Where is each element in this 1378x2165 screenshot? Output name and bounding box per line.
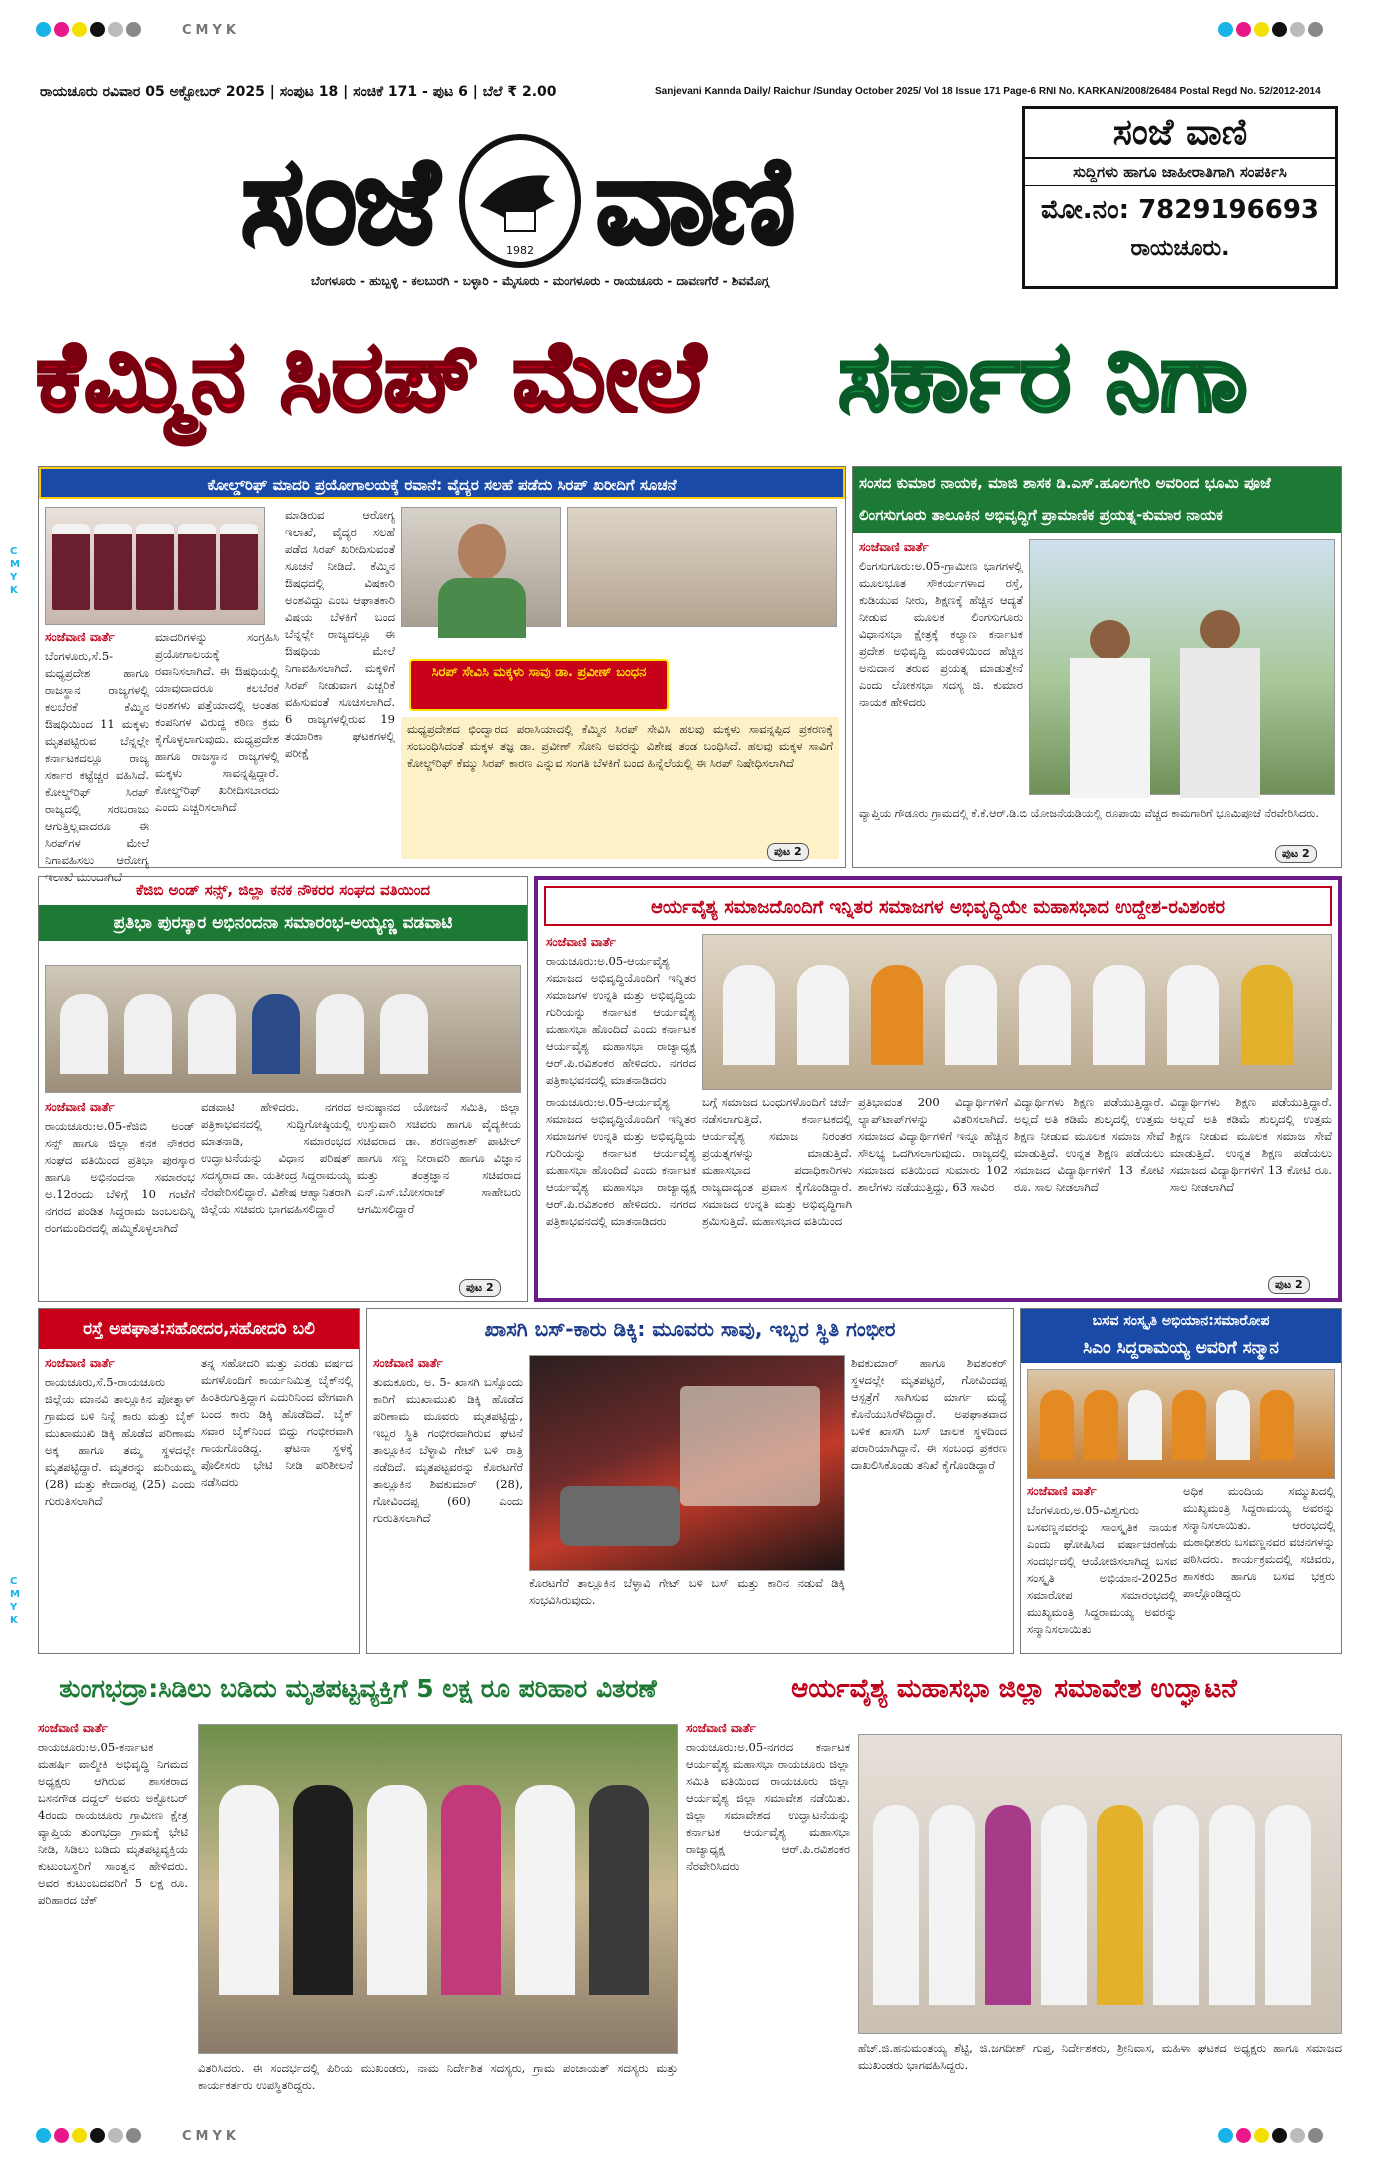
mp-byline: ಸಂಜೆವಾಣಿ ವಾರ್ತೆ (859, 540, 929, 554)
accident-headline: ರಸ್ತೆ ಅಪಘಾತ:ಸಹೋದರ,ಸಹೋದರಿ ಬಲಿ (39, 1309, 359, 1349)
cm-felicitation-photo (1027, 1369, 1335, 1479)
cm-col2: ಅಧಿಕ ಮಂದಿಯ ಸಮ್ಮುಖದಲ್ಲಿ ಮುಖ್ಯಮಂತ್ರಿ ಸಿದ್ದರಾಮಯ್ಯ ಅವರನ್ನು ಸನ್ಮಾನಿಸಲಾಯಿತು. ಆರಂಭದಲ್ಲಿ ಮಠಾಧೀಶರು ಬಸವಣ್ಣನವರ ವಚನಗಳನ್ನು ಪಠಿಸಿದರು. ಕಾರ್ಯಕ್ರಮದಲ್ಲಿ ಸಚಿವರು, ಶಾಸಕರು ಹಾಗೂ ಬಸವ ಭಕ್ತರು ಪಾಲ್ಗೊಂಡಿದ್ದರು (1183, 1484, 1335, 1600)
logo-word-left: ಸಂಜೆ (240, 130, 435, 271)
award-col3: ಅನುಷ್ಠಾನದ ಯೋಜನೆ ಸಮಿತಿ, ಜಿಲ್ಲಾ ಉಸ್ತುವಾರಿ ಸಚಿವರು ಹಾಗೂ ವೈದ್ಯಕೀಯ ಸಚಿವರಾದ ಡಾ. ಶರಣಪ್ರಕಾಶ್ ಪಾಟೀಲ್ ಹಾಗೂ ಸಣ್ಣ ನೀರಾವರಿ ಹಾಗೂ ವಿಜ್ಞಾನ ಮತ್ತು ತಂತ್ರಜ್ಞಾನ ಸಚಿವರಾದ ಎನ್.ಎಸ್.ಬೋಸರಾಜ್ ಸಾಹೇಬರು ಆಗಮಿಸಲಿದ್ದಾರೆ (357, 1100, 521, 1216)
press-meet-photo (45, 965, 521, 1093)
registration-line: Sanjevani Kannda Daily/ Raichur /Sunday October 2025/ Vol 18 Issue 171 Page-6 RNI No. KARKAN/2008/26484 Postal Regd No. 52/2012-2014 (655, 86, 1321, 97)
mahasabha-headline: ಆರ್ಯವೈಶ್ಯ ಮಹಾಸಭಾ ಜಿಲ್ಲಾ ಸಮಾವೇಶ ಉದ್ಘಾಟನೆ (791, 1674, 1237, 1704)
ad-phone: ಮೋ.ನಂ: 7829196693 (1040, 195, 1320, 225)
bus-col2: ಶಿವಕುಮಾರ್ ಹಾಗೂ ಶಿವಶಂಕರ್ ಸ್ಥಳದಲ್ಲೇ ಮೃತಪಟ್ಟರೆ, ಗೋವಿಂದಪ್ಪ ಆಸ್ಪತ್ರೆಗೆ ಸಾಗಿಸುವ ಮಾರ್ಗ ಮಧ್ಯೆ ಕೊನೆಯುಸಿರೆಳೆದಿದ್ದಾರೆ. ಅಪಘಾತವಾದ ಬಳಿಕ ಖಾಸಗಿ ಬಸ್ ಚಾಲಕ ಸ್ಥಳದಿಂದ ಪರಾರಿಯಾಗಿದ್ದಾನೆ. ಈ ಸಂಬಂಧ ಪ್ರಕರಣ ದಾಖಲಿಸಿಕೊಂಡು ತನಿಖೆ ಕೈಗೊಂಡಿದ್ದಾರೆ (851, 1356, 1007, 1472)
cm-headline-1: ಬಸವ ಸಂಸ್ಕೃತಿ ಅಭಿಯಾನ:ಸಮಾರೋಪ (1021, 1309, 1341, 1333)
arya-col1: ಸಂಜೆವಾಣಿ ವಾರ್ತೆ ರಾಯಚೂರು:ಅ.05-ಆರ್ಯವೈಶ್ಯ ಸಮಾಜದ ಅಭಿವೃದ್ಧಿಯೊಂದಿಗೆ ಇನ್ನಿತರ ಸಮಾಜಗಳ ಉನ್ನತಿ ಮತ್ತು ಅಭಿವೃದ್ಧಿಯ ಗುರಿಯನ್ನು ಕರ್ನಾಟಕ ಆರ್ಯವೈಶ್ಯ ಮಹಾಸಭಾ ಹೊಂದಿದೆ ಎಂದು ಕರ್ನಾಟಕ ಆರ್ಯವೈಶ್ಯ ಮಹಾಸಭಾ ರಾಜ್ಯಾಧ್ಯಕ್ಷ ಆರ್.ಪಿ.ರವಿಶಂಕರ ಹೇಳಿದರು. ನಗರದ ಪತ್ರಿಕಾಭವನದಲ್ಲಿ ಮಾತನಾಡಿದರು (546, 935, 696, 1087)
cmyk-mark-top-left: CMYK (182, 23, 240, 38)
bus-headline: ಖಾಸಗಿ ಬಸ್-ಕಾರು ಡಿಕ್ಕಿ: ಮೂವರು ಸಾವು, ಇಬ್ಬರ ಸ್ಥಿತಿ ಗಂಭೀರ (484, 1317, 896, 1341)
award-col2: ವಡವಾಟಿ ಹೇಳಿದರು. ನಗರದ ಪತ್ರಿಕಾಭವನದಲ್ಲಿ ಸುದ್ದಿಗೋಷ್ಠಿಯಲ್ಲಿ ಮಾತನಾಡಿ, ಸಮಾರಂಭದ ಉದ್ಘಾಟನೆಯನ್ನು ವಿಧಾನ ಪರಿಷತ್ ಸದಸ್ಯರಾದ ಡಾ. ಯತೀಂದ್ರ ಸಿದ್ದರಾಮಯ್ಯ ನೆರವೇರಿಸಲಿದ್ದಾರೆ. ವಿಶೇಷ ಆಹ್ವಾನಿತರಾಗಿ ಜಿಲ್ಲೆಯ ಸಚಿವರು ಭಾಗವಹಿಸಲಿದ್ದಾರೆ (201, 1100, 351, 1216)
tunga-caption: ವಿತರಿಸಿದರು. ಈ ಸಂದರ್ಭದಲ್ಲಿ ಪಿರಿಯ ಮುಖಂಡರು, ನಾಮ ನಿರ್ದೇಶಿತ ಸದಸ್ಯರು, ಗ್ರಾಮ ಪಂಚಾಯತ್ ಸದಸ್ಯರು ಮತ್ತು ಕಾರ್ಯಕರ್ತರು ಉಪಸ್ಥಿತರಿದ್ದರು. (198, 2061, 678, 2092)
arya-col1b: ರಾಯಚೂರು:ಅ.05-ಆರ್ಯವೈಶ್ಯ ಸಮಾಜದ ಅಭಿವೃದ್ಧಿಯೊಂದಿಗೆ ಇನ್ನಿತರ ಸಮಾಜಗಳ ಉನ್ನತಿ ಮತ್ತು ಅಭಿವೃದ್ಧಿಯ ಗುರಿಯನ್ನು ಕರ್ನಾಟಕ ಆರ್ಯವೈಶ್ಯ ಮಹಾಸಭಾ ಹೊಂದಿದೆ ಎಂದು ಕರ್ನಾಟಕ ಆರ್ಯವೈಶ್ಯ ಮಹಾಸಭಾ ರಾಜ್ಯಾಧ್ಯಕ್ಷ ಆರ್.ಪಿ.ರವಿಶಂಕರ ಹೇಳಿದರು. ನಗರದ ಪತ್ರಿಕಾಭವನದಲ್ಲಿ ಮಾತನಾಡಿದರು (546, 1095, 696, 1228)
mp-headline-1: ಸಂಸದ ಕುಮಾರ ನಾಯಕ, ಮಾಜಿ ಶಾಸಕ ಡಿ.ಎಸ್.ಹೂಲಗೇರಿ ಅವರಿಂದ ಭೂಮಿ ಪೂಜೆ (859, 474, 1271, 492)
tunga-col1: ಸಂಜೆವಾಣಿ ವಾರ್ತೆ ರಾಯಚೂರು:ಅ.05-ಕರ್ನಾಟಕ ಮಹರ್ಷಿ ವಾಲ್ಮೀಕಿ ಅಭಿವೃದ್ಧಿ ನಿಗಮದ ಅಧ್ಯಕ್ಷರು ಆಗಿರುವ ಶಾಸಕರಾದ ಬಸನಗೌಡ ದದ್ದಲ್ ಅವರು ಅಕ್ಟೋಬರ್ 4ರಂದು ರಾಯಚೂರು ಗ್ರಾಮೀಣ ಕ್ಷೇತ್ರ ವ್ಯಾಪ್ತಿಯ ತುಂಗಭದ್ರಾ ಗ್ರಾಮಕ್ಕೆ ಭೇಟಿ ನೀಡಿ, ಸಿಡಿಲು ಬಡಿದು ಮೃತಪಟ್ಟವ್ಯಕ್ತಿಯ ಕುಟುಂಬಸ್ಥರಿಗೆ ಸಾಂತ್ವನ ಹೇಳಿದರು. ಅವರ ಕುಟುಂಬದವರಿಗೆ 5 ಲಕ್ಷ ರೂ. ಪರಿಹಾರದ ಚೆಕ್ (38, 1721, 188, 1907)
mahasabha-byline: ಸಂಜೆವಾಣಿ ವಾರ್ತೆ (686, 1721, 756, 1735)
banner-headline (28, 302, 1350, 452)
arya-col4: ವಿದ್ಯಾರ್ಥಿಗಳು ಶಿಕ್ಷಣ ಪಡೆಯುತ್ತಿದ್ದಾರೆ. ಅಲ್ಲದೆ ಅತಿ ಕಡಿಮೆ ಶುಲ್ಕದಲ್ಲಿ ಉತ್ತಮ ಶಿಕ್ಷಣ ನೀಡುವ ಮೂಲಕ ಸಮಾಜ ಸೇವೆ ಮಾಡುತ್ತಿದೆ. ಉನ್ನತ ಶಿಕ್ಷಣ ಪಡೆಯಲು ಸಮಾಜದ ವಿದ್ಯಾರ್ಥಿಗಳಿಗೆ 13 ಕೋಟಿ ರೂ. ಸಾಲ ನೀಡಲಾಗಿದೆ (1014, 1095, 1164, 1194)
bus-caption: ಕೊರಟಗೆರೆ ತಾಲ್ಲೂಕಿನ ಬೆಳ್ಳಾವಿ ಗೇಟ್ ಬಳಿ ಬಸ್ ಮತ್ತು ಕಾರಿನ ನಡುವೆ ಡಿಕ್ಕಿ ಸಂಭವಿಸಿರುವುದು. (529, 1576, 845, 1607)
story-tunga (38, 1664, 678, 2114)
syrup-caption-badge: ಸಿರಪ್ ಸೇವಿಸಿ ಮಕ್ಕಳು ಸಾವು ಡಾ. ಪ್ರವೀಣ್ ಬಂಧನ (409, 659, 669, 711)
arya-press-photo (702, 934, 1332, 1090)
arya-continued: ಪುಟ 2 (1268, 1276, 1310, 1294)
ad-city: ರಾಯಚೂರು. (1130, 236, 1230, 261)
arya-headline: ಆರ್ಯವೈಶ್ಯ ಸಮಾಜದೊಂದಿಗೆ ಇನ್ನಿತರ ಸಮಾಜಗಳ ಅಭಿವೃದ್ಧಿಯೇ ಮಹಾಸಭಾದ ಉದ್ದೇಶ-ರವಿಶಂಕರ (544, 886, 1332, 926)
dateline: ರಾಯಚೂರು ರವಿವಾರ 05 ಅಕ್ಟೋಬರ್ 2025 | ಸಂಪುಟ 18 | ಸಂಚಿಕೆ 171 - ಪುಟ 6 | ಬೆಲೆ ₹ 2.00 (40, 84, 557, 100)
arya-col2: ಬಗ್ಗೆ ಸಮಾಜದ ಬಂಧುಗಳೊಂದಿಗೆ ಚರ್ಚೆ ನಡೆಸಲಾಗುತ್ತಿದೆ. ಕರ್ನಾಟಕದಲ್ಲಿ ಆರ್ಯವೈಶ್ಯ ಸಮಾಜ ನಿರಂತರ ಪ್ರಯತ್ನಗಳನ್ನು ಮಾಡುತ್ತಿದೆ. ಮಹಾಸಭಾದ ಪದಾಧಿಕಾರಿಗಳು ರಾಜ್ಯದಾದ್ಯಂತ ಪ್ರವಾಸ ಕೈಗೊಂಡಿದ್ದಾರೆ. ಸಮಾಜದ ಉನ್ನತಿ ಮತ್ತು ಅಭಿವೃದ್ಧಿಗಾಗಿ ಶ್ರಮಿಸುತ್ತಿದೆ. ಮಹಾಸಭಾದ ವತಿಯಿಂದ (702, 1095, 852, 1228)
contact-ad-box (1022, 106, 1338, 289)
syrup-byline: ಸಂಜೆವಾಣಿ ವಾರ್ತೆ (45, 630, 115, 644)
masthead-logo (75, 126, 995, 276)
mp-caption: ವ್ಯಾಪ್ತಿಯ ಗೌಡೂರು ಗ್ರಾಮದಲ್ಲಿ ಕೆ.ಕೆ.ಆರ್.ಡಿ.ಬಿ ಯೋಜನೆಯಡಿಯಲ್ಲಿ ರೂಪಾಯಿ ವೆಚ್ಚದ ಕಾಮಗಾರಿಗೆ ಭೂಮಿಪೂಜೆ ನೆರವೇರಿಸಿದರು. (859, 807, 1319, 820)
accident-col2: ತನ್ನ ಸಹೋದರಿ ಮತ್ತು ಎರಡು ವರ್ಷದ ಮಗಳೊಂದಿಗೆ ಕಾರ್ಯನಿಮಿತ್ತ ಬೈಕ್‌ನಲ್ಲಿ ಹಿಂತಿರುಗುತ್ತಿದ್ದಾಗ ಎದುರಿನಿಂದ ವೇಗವಾಗಿ ಬಂದ ಕಾರು ಡಿಕ್ಕಿ ಹೊಡೆದಿದೆ. ಬೈಕ್ ಸವಾರ ಬೈಕ್‌ನಿಂದ ಬಿದ್ದು ಗಂಭೀರವಾಗಿ ಗಾಯಗೊಂಡಿದ್ದ. ಘಟನಾ ಸ್ಥಳಕ್ಕೆ ಪೊಲೀಸರು ಭೇಟಿ ನೀಡಿ ಪರಿಶೀಲನೆ ನಡೆಸಿದರು (201, 1356, 353, 1489)
doctor-photo (401, 507, 561, 627)
story-syrup (38, 466, 846, 884)
logo-word-right: ವಾಣಿ (595, 130, 792, 271)
mp-continued: ಪುಟ 2 (1275, 845, 1317, 863)
story-arya (534, 876, 1342, 1302)
award-headline-2: ಪ್ರತಿಭಾ ಪುರಸ್ಕಾರ ಅಭಿನಂದನಾ ಸಮಾರಂಭ-ಅಯ್ಯಣ್ಣ ವಡವಾಟಿ (39, 905, 527, 941)
mahasabha-col1: ಸಂಜೆವಾಣಿ ವಾರ್ತೆ ರಾಯಚೂರು:ಅ.05-ನಗರದ ಕರ್ನಾಟಕ ಆರ್ಯವೈಶ್ಯ ಮಹಾಸಭಾ ರಾಯಚೂರು ಜಿಲ್ಲಾ ಸಮಿತಿ ವತಿಯಿಂದ ರಾಯಚೂರು ಜಿಲ್ಲಾ ಆರ್ಯವೈಶ್ಯ ಜಿಲ್ಲಾ ಸಮಾವೇಶ ನಡೆಯಿತು. ಜಿಲ್ಲಾ ಸಮಾವೇಶದ ಉದ್ಘಾಟನೆಯನ್ನು ಕರ್ನಾಟಕ ಆರ್ಯವೈಶ್ಯ ಮಹಾಸಭಾ ರಾಜ್ಯಾಧ್ಯಕ್ಷ ಆರ್.ಪಿ.ರವಿಶಂಕರ ನೆರವೇರಿಸಿದರು (686, 1721, 850, 1873)
award-col1: ಸಂಜೆವಾಣಿ ವಾರ್ತೆ ರಾಯಚೂರು:ಅ.05-ಕೆಜಿಬಿ ಅಂಡ್ ಸನ್ಸ್ ಹಾಗೂ ಜಿಲ್ಲಾ ಕನಕ ನೌಕರರ ಸಂಘದ ವತಿಯಿಂದ ಪ್ರತಿಭಾ ಪುರಸ್ಕಾರ ಹಾಗೂ ಅಭಿನಂದನಾ ಸಮಾರಂಭ ಅ.12ರಂದು ಬೆಳಿಗ್ಗೆ 10 ಗಂಟೆಗೆ ನಗರದ ಪಂಡಿತ ಸಿದ್ದರಾಮ ಜಂಬಲದಿನ್ನಿ ರಂಗಮಂದಿರದಲ್ಲಿ ಹಮ್ಮಿಕೊಳ್ಳಲಾಗಿದೆ (45, 1100, 195, 1235)
story-mahasabha (686, 1664, 1342, 2114)
registration-dots-bottom-left (36, 2128, 141, 2143)
syrup-col2: ಮಾದರಿಗಳನ್ನು ಸಂಗ್ರಹಿಸಿ ಪ್ರಯೋಗಾಲಯಕ್ಕೆ ರವಾನಿಸಲಾಗಿದೆ. ಈ ಔಷಧಿಯಲ್ಲಿ ಯಾವುದಾದರೂ ಕಲಬೆರಕೆ ಅಂಶಗಳು ಪತ್ತೆಯಾದಲ್ಲಿ ಅಂತಹ ಕಂಪನಿಗಳ ವಿರುದ್ಧ ಕಠಿಣ ಕ್ರಮ ಕೈಗೊಳ್ಳಲಾಗುವುದು. ಮಧ್ಯಪ್ರದೇಶ ಹಾಗೂ ರಾಜಸ್ಥಾನ ರಾಜ್ಯಗಳಲ್ಲಿ ಮಕ್ಕಳು ಸಾವನ್ನಪ್ಪಿದ್ದಾರೆ. ಕೋಲ್ಡ್‌ರಿಫ್ ಖರೀದಿಸಬಾರದು ಎಂದು ಎಚ್ಚರಿಸಲಾಗಿದೆ (155, 630, 279, 814)
syrup-col3: ಮಾಡಿರುವ ಆರೋಗ್ಯ ಇಲಾಖೆ, ವೈದ್ಯರ ಸಲಹೆ ಪಡೆದ ಸಿರಪ್ ಖರೀದಿಸುವಂತೆ ಸೂಚನೆ ನೀಡಿದೆ. ಕೆಮ್ಮಿನ ಔಷಧದಲ್ಲಿ ವಿಷಕಾರಿ ಅಂಶವಿದ್ದು ಎಂಬ ಆಘಾತಕಾರಿ ವಿಷಯ ಬೆಳಕಿಗೆ ಬಂದ ಬೆನ್ನಲ್ಲೇ ರಾಜ್ಯದಲ್ಲೂ ಈ ಔಷಧಿಯ ಮೇಲೆ ನಿಗಾವಹಿಸಲಾಗಿದೆ. ಮಕ್ಕಳಿಗೆ ಸಿರಪ್ ನೀಡುವಾಗ ಎಚ್ಚರಿಕೆ ವಹಿಸುವಂತೆ ಸೂಚಿಸಲಾಗಿದೆ. 6 ರಾಜ್ಯಗಳಲ್ಲಿರುವ 19 ತಯಾರಿಕಾ ಘಟಕಗಳಲ್ಲಿ ಪರೀಕ್ಷೆ (285, 508, 395, 760)
syrup-col1: ಸಂಜೆವಾಣಿ ವಾರ್ತೆ ಬೆಂಗಳೂರು,ಸೆ.5-ಮಧ್ಯಪ್ರದೇಶ ಹಾಗೂ ರಾಜಸ್ಥಾನ ರಾಜ್ಯಗಳಲ್ಲಿ ಕಲಬೆರಕೆ ಕೆಮ್ಮಿನ ಔಷಧಿಯಿಂದ 11 ಮಕ್ಕಳು ಮೃತಪಟ್ಟಿರುವ ಬೆನ್ನಲ್ಲೇ ಕರ್ನಾಟಕದಲ್ಲೂ ರಾಜ್ಯ ಸರ್ಕಾರ ಕಟ್ಟೆಚ್ಚರ ವಹಿಸಿದೆ. ಕೋಲ್ಡ್‌ರಿಫ್ ಸಿರಪ್ ರಾಜ್ಯದಲ್ಲಿ ಸರಬರಾಜು ಆಗುತ್ತಿಲ್ಲವಾದರೂ ಈ ಸಿರಪ್‌ಗಳ ಮೇಲೆ ನಿಗಾವಹಿಸಲು ಆರೋಗ್ಯ ಇಲಾಖೆ ಮುಂದಾಗಿದೆ (45, 630, 149, 884)
cm-byline: ಸಂಜೆವಾಣಿ ವಾರ್ತೆ (1027, 1484, 1097, 1498)
logo-year: 1982 (506, 244, 534, 257)
banner-part1: ಕೆಮ್ಮಿನ ಸಿರಪ್ ಮೇಲೆ (36, 320, 705, 434)
banner-part2: ಸರ್ಕಾರ ನಿಗಾ (838, 320, 1248, 434)
award-headline-1: ಕೆಜಿಬಿ ಅಂಡ್ ಸನ್ಸ್, ಜಿಲ್ಲಾ ಕನಕ ನೌಕರರ ಸಂಘದ ವತಿಯಿಂದ (135, 881, 431, 899)
award-byline: ಸಂಜೆವಾಣಿ ವಾರ್ತೆ (45, 1100, 115, 1114)
cm-col1: ಸಂಜೆವಾಣಿ ವಾರ್ತೆ ಬೆಂಗಳೂರು,ಅ.05-ವಿಶ್ವಗುರು ಬಸವಣ್ಣನವರನ್ನು ಸಾಂಸ್ಕೃತಿಕ ನಾಯಕ ಎಂದು ಘೋಷಿಸಿದ ವರ್ಷಾಚರಣೆಯ ಸಂದರ್ಭದಲ್ಲಿ ಆಯೋಜಿಸಲಾಗಿದ್ದ ಬಸವ ಸಂಸ್ಕೃತಿ ಅಭಿಯಾನ-2025ರ ಸಮಾರೋಪ ಸಮಾರಂಭದಲ್ಲಿ ಮುಖ್ಯಮಂತ್ರಿ ಸಿದ್ದರಾಮಯ್ಯ ಅವರನ್ನು ಸನ್ಮಾನಿಸಲಾಯಿತು (1027, 1484, 1177, 1636)
arya-col5: ವಿದ್ಯಾರ್ಥಿಗಳು ಶಿಕ್ಷಣ ಪಡೆಯುತ್ತಿದ್ದಾರೆ. ಅಲ್ಲದೆ ಅತಿ ಕಡಿಮೆ ಶುಲ್ಕದಲ್ಲಿ ಉತ್ತಮ ಶಿಕ್ಷಣ ನೀಡುವ ಮೂಲಕ ಸಮಾಜ ಸೇವೆ ಮಾಡುತ್ತಿದೆ. ಉನ್ನತ ಶಿಕ್ಷಣ ಪಡೆಯಲು ಸಮಾಜದ ವಿದ್ಯಾರ್ಥಿಗಳಿಗೆ 13 ಕೋಟಿ ರೂ. ಸಾಲ ನೀಡಲಾಗಿದೆ (1170, 1095, 1332, 1194)
bus-accident-photo (529, 1355, 845, 1571)
story-mp (852, 466, 1342, 868)
ad-logo: ಸಂಜೆ ವಾಣಿ (1025, 109, 1335, 159)
side-cmyk-mark-upper: CMYK (10, 546, 20, 596)
story-bus (366, 1308, 1014, 1654)
cm-headline-2: ಸಿಎಂ ಸಿದ್ದರಾಮಯ್ಯ ಅವರಿಗೆ ಸನ್ಮಾನ (1021, 1333, 1341, 1363)
compensation-photo (198, 1724, 678, 2054)
story-accident (38, 1308, 360, 1654)
city-editions: ಬೆಂಗಳೂರು - ಹುಬ್ಬಳ್ಳಿ - ಕಲಬುರಗಿ - ಬಳ್ಳಾರಿ - ಮೈಸೂರು - ಮಂಗಳೂರು - ರಾಯಚೂರು - ದಾವಣಗೆರೆ - ಶಿವಮೊಗ್ಗ (310, 274, 770, 288)
registration-dots-top-right (1218, 22, 1323, 37)
story-award (38, 876, 528, 1302)
registration-dots-top-left (36, 22, 141, 37)
mahasabha-photo (858, 1734, 1342, 2034)
cmyk-mark-bottom-left: CMYK (182, 2129, 240, 2144)
tunga-headline: ತುಂಗಭದ್ರಾ:ಸಿಡಿಲು ಬಡಿದು ಮೃತಪಟ್ಟವ್ಯಕ್ತಿಗೆ 5 ಲಕ್ಷ ರೂ ಪರಿಹಾರ ವಿತರಣೆ (59, 1674, 657, 1703)
pharmacy-photo (567, 507, 837, 627)
arya-byline: ಸಂಜೆವಾಣಿ ವಾರ್ತೆ (546, 935, 616, 949)
bus-col1: ಸಂಜೆವಾಣಿ ವಾರ್ತೆ ತುಮಕೂರು, ಅ. 5- ಖಾಸಗಿ ಬಸ್ಸೊಂದು ಕಾರಿಗೆ ಮುಖಾಮುಖಿ ಡಿಕ್ಕಿ ಹೊಡೆದ ಪರಿಣಾಮ ಮೂವರು ಮೃತಪಟ್ಟಿದ್ದು, ಇಬ್ಬರ ಸ್ಥಿತಿ ಗಂಭೀರವಾಗಿರುವ ಘಟನೆ ತಾಲ್ಲೂಕಿನ ಬೆಳ್ಳಾವಿ ಗೇಟ್ ಬಳಿ ರಾತ್ರಿ ನಡೆದಿದೆ. ಮೃತಪಟ್ಟವರನ್ನು ಕೊರಟಗೆರೆ ತಾಲ್ಲೂಕಿನ ಶಿವಕುಮಾರ್ (28), ಗೋವಿಂದಪ್ಪ (60) ಎಂದು ಗುರುತಿಸಲಾಗಿದೆ (373, 1356, 523, 1525)
registration-dots-bottom-right (1218, 2128, 1323, 2143)
bus-byline: ಸಂಜೆವಾಣಿ ವಾರ್ತೆ (373, 1356, 443, 1370)
mp-col1: ಸಂಜೆವಾಣಿ ವಾರ್ತೆ ಲಿಂಗಸುಗೂರು:ಅ.05-ಗ್ರಾಮೀಣ ಭಾಗಗಳಲ್ಲಿ ಮೂಲಭೂತ ಸೌಕರ್ಯಗಳಾದ ರಸ್ತೆ, ಕುಡಿಯುವ ನೀರು, ಶಿಕ್ಷಣಕ್ಕೆ ಹೆಚ್ಚಿನ ಆದ್ಯತೆ ನೀಡುವ ಮೂಲಕ ಲಿಂಗಸುಗೂರು ವಿಧಾನಸಭಾ ಕ್ಷೇತ್ರಕ್ಕೆ ಕಲ್ಯಾಣ ಕರ್ನಾಟಕ ಪ್ರದೇಶ ಅಭಿವೃದ್ಧಿ ಮಂಡಳಿಯಿಂದ ಹೆಚ್ಚಿನ ಅನುದಾನ ತರುವ ಪ್ರಯತ್ನ ಮಾಡುತ್ತೇನೆ ಎಂದು ಲೋಕಸಭಾ ಸದಸ್ಯ ಜಿ. ಕುಮಾರ ನಾಯಕ ಹೇಳಿದರು (859, 540, 1023, 709)
syrup-sidebar: ಮಧ್ಯಪ್ರದೇಶದ ಛಿಂದ್ವಾರದ ಪರಾಸಿಯಾದಲ್ಲಿ ಕೆಮ್ಮಿನ ಸಿರಪ್ ಸೇವಿಸಿ ಹಲವು ಮಕ್ಕಳು ಸಾವನ್ನಪ್ಪಿದ ಪ್ರಕರಣಕ್ಕೆ ಸಂಬಂಧಿಸಿದಂತೆ ಮಕ್ಕಳ ತಜ್ಞ ಡಾ. ಪ್ರವೀಣ್ ಸೋನಿ ಅವರನ್ನು ವಿಶೇಷ ತಂಡ ಬಂಧಿಸಿದೆ. ಹಲವು ಮಕ್ಕಳ ಸಾವಿಗೆ ಕೋಲ್ಡ್‌ರಿಫ್ ಕೆಮ್ಮು ಸಿರಪ್ ಕಾರಣ ಎನ್ನುವ ಸಂಗತಿ ಬೆಳಕಿಗೆ ಬಂದ ಹಿನ್ನೆಲೆಯಲ್ಲಿ ಈ ಸಿರಪ್ ನಿಷೇಧಿಸಲಾಗಿದೆ (401, 717, 839, 859)
tunga-byline: ಸಂಜೆವಾಣಿ ವಾರ್ತೆ (38, 1721, 108, 1735)
arya-col3: ಪ್ರತಿಭಾವಂತ 200 ವಿದ್ಯಾರ್ಥಿಗಳಿಗೆ ಲ್ಯಾಪ್‌ಟಾಪ್‌ಗಳನ್ನು ವಿತರಿಸಲಾಗಿದೆ. ಸಮಾಜದ ವಿದ್ಯಾರ್ಥಿಗಳಿಗೆ ಇನ್ನೂ ಹೆಚ್ಚಿನ ಸೌಲಭ್ಯ ಒದಗಿಸಲಾಗುವುದು. ರಾಜ್ಯದಲ್ಲಿ ಸಮಾಜದ ವತಿಯಿಂದ ಸುಮಾರು 102 ಶಾಲೆಗಳು ನಡೆಯುತ್ತಿದ್ದು, 63 ಸಾವಿರ (858, 1095, 1008, 1194)
story-cm (1020, 1308, 1342, 1654)
side-cmyk-mark-lower: CMYK (10, 1576, 20, 1626)
award-continued: ಪುಟ 2 (459, 1279, 501, 1297)
accident-byline: ಸಂಜೆವಾಣಿ ವಾರ್ತೆ (45, 1356, 115, 1370)
mahasabha-caption: ಹೆಚ್.ಜಿ.ಹನುಮಂತಯ್ಯ ಶೆಟ್ಟಿ, ಜಿ.ಜಗದೀಶ್ ಗುಪ್ತ, ನಿರ್ದೇಶಕರು, ಶ್ರೀನಿವಾಸ, ಮಹಿಳಾ ಘಟಕದ ಅಧ್ಯಕ್ಷರು ಹಾಗೂ ಸಮಾಜದ ಮುಖಂಡರು ಭಾಗವಹಿಸಿದ್ದರು. (858, 2041, 1342, 2072)
syrup-continued: ಪುಟ 2 (767, 843, 809, 861)
syrup-strap: ಕೋಲ್ಡ್‌ರಿಫ್ ಮಾದರಿ ಪ್ರಯೋಗಾಲಯಕ್ಕೆ ರವಾನೆ: ವೈದ್ಯರ ಸಲಹೆ ಪಡೆದು ಸಿರಪ್ ಖರೀದಿಗೆ ಸೂಚನೆ (39, 467, 845, 499)
accident-col1: ಸಂಜೆವಾಣಿ ವಾರ್ತೆ ರಾಯಚೂರು,ಸೆ.5-ರಾಯಚೂರು ಜಿಲ್ಲೆಯ ಮಾನವಿ ತಾಲ್ಲೂಕಿನ ಪೋತ್ನಾಳ್ ಗ್ರಾಮದ ಬಳಿ ನಿನ್ನೆ ಕಾರು ಮತ್ತು ಬೈಕ್ ಮುಖಾಮುಖಿ ಡಿಕ್ಕಿ ಹೊಡೆದ ಪರಿಣಾಮ ಅಕ್ಕ ಹಾಗೂ ತಮ್ಮ ಸ್ಥಳದಲ್ಲೇ ಮೃತಪಟ್ಟಿದ್ದಾರೆ. ಮೃತರನ್ನು ಮರಿಯಮ್ಮ (28) ಮತ್ತು ಕೇದಾರಪ್ಪ (25) ಎಂದು ಗುರುತಿಸಲಾಗಿದೆ (45, 1356, 195, 1508)
mp-headline (853, 467, 1341, 533)
mp-headline-2: ಲಿಂಗಸುಗೂರು ತಾಲೂಕಿನ ಅಭಿವೃದ್ಧಿಗೆ ಪ್ರಾಮಾಣಿಕ ಪ್ರಯತ್ನ-ಕುಮಾರ ನಾಯಕ (859, 506, 1223, 524)
ad-line: ಸುದ್ದಿಗಳು ಹಾಗೂ ಜಾಹೀರಾತಿಗಾಗಿ ಸಂಪರ್ಕಿಸಿ (1025, 159, 1335, 186)
bhoomi-pooja-photo (1029, 539, 1335, 795)
